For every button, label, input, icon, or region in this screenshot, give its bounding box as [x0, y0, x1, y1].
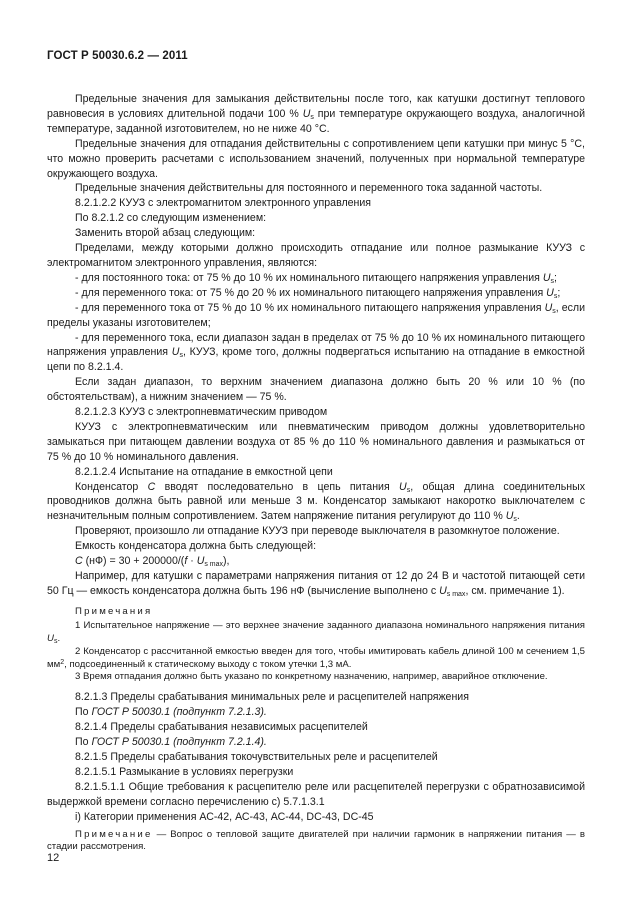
formula: С $(нФ) = 30 + 200000/(f \cdot U_{s max})$, — [75, 555, 230, 569]
section-heading: 8.2.1.5 Пределы срабатывания токочувствительных реле и расцепителей — [75, 750, 438, 763]
list-item: - для переменного тока, если диапазон задан в пределах от 75 % до 10 % их номинального питающего напряжения управления $U_s$, КУУЗ, кроме того, должны подвергаться испытанию на отпадание в емкостной цепи по 8.2.1.4. — [47, 331, 585, 374]
list-item: - для переменного тока: от 75 % до 20 % их номинального питающего напряжения управления $U_s$; — [75, 286, 561, 300]
page-number: 12 — [47, 852, 60, 864]
notes-title: Примечания — [75, 605, 153, 617]
section-heading: 8.2.1.2.4 Испытание на отпадание в емкостной цепи — [75, 465, 333, 478]
paragraph: Предельные значения действительны для постоянного и переменного тока заданной частоты. — [75, 182, 543, 195]
document-header: ГОСТ Р 50030.6.2 — 2011 — [47, 50, 188, 62]
paragraph: Пределами, между которыми должно происходить отпадание или полное размыкание КУУЗ с электромагнитом электронного управления, являются: — [47, 242, 585, 269]
final-note: Примечание — Вопрос о тепловой защите двигателей при наличии гармоник в напряжении питания — в стадии рассмотрения. — [47, 828, 585, 853]
list-item: - для переменного тока от 75 % до 10 % их номинального питающего напряжения управления $U_s$, если пределы указаны изготовителем; — [47, 301, 585, 329]
section-heading: 8.2.1.3 Пределы срабатывания минимальных реле и расцепителей напряжения — [75, 691, 469, 704]
section-heading: 8.2.1.2.3 КУУЗ с электропневматическим приводом — [75, 406, 328, 419]
reference: По ГОСТ Р 50030.1 (подпункт 7.2.1.3). — [75, 706, 267, 719]
paragraph: КУУЗ с электропневматическим или пневматическим приводом должны удовлетворительно замыкаться при питающем давлении воздуха от 85 % до 110 % номинального давления и размыкаться от 75 % до 10 % номинального давления. — [47, 420, 585, 463]
paragraph: По 8.2.1.2 со следующим изменением: — [75, 212, 267, 225]
note-item: 1 Испытательное напряжение — это верхнее значение заданного диапазона номинального напряжения питания $U_s$. — [47, 619, 585, 645]
document-body — [47, 92, 585, 854]
section-heading: 8.2.1.2.2 КУУЗ с электромагнитом электронного управления — [75, 197, 372, 210]
paragraph: Емкость конденсатора должна быть следующей: — [75, 540, 317, 553]
paragraph: 8.2.1.5.1.1 Общие требования к расцепителю реле или расцепителей перегрузки с обратнозависимой выдержкой времени согласно перечислению с) 5.7.1.3.1 — [47, 780, 585, 808]
paragraph: Заменить второй абзац следующим: — [75, 227, 256, 240]
paragraph: Если задан диапазон, то верхним значением диапазона должно быть 20 % или 10 % (по обстоятельствам), а нижним значением — 75 %. — [47, 376, 585, 404]
section-heading: 8.2.1.4 Пределы срабатывания независимых расцепителей — [75, 721, 368, 734]
paragraph: Конденсатор С вводят последовательно в цепь питания $U_s$, общая длина соединительных проводников должна быть равной или меньше 3 м. Конденсатор замыкают накоротко выключателем с незначительным полным сопротивлением. Затем напряжение питания регулируют до 110 % $U_s$. — [47, 480, 585, 524]
note-item: 2 Конденсатор с рассчитанной емкостью введен для того, чтобы имитировать кабель длиной 100 м сечением 1,5 $мм^2$, подсоединенный к статическому выходу с током утечки 1,3 мА. — [47, 645, 585, 670]
list-item: i) Категории применения АС-42, АС-43, АС-44, DC-43, DC-45 — [75, 810, 374, 823]
section-heading: 8.2.1.5.1 Размыкание в условиях перегрузки — [75, 765, 294, 778]
reference: По ГОСТ Р 50030.1 (подпункт 7.2.1.4). — [75, 736, 267, 749]
paragraph: Проверяют, произошло ли отпадание КУУЗ при переводе выключателя в разомкнутое положение. — [75, 525, 560, 538]
note-item: 3 Время отпадания должно быть указано по конкретному назначению, например, аварийное отключение. — [75, 671, 548, 683]
list-item: - для постоянного тока: от 75 % до 10 % их номинального питающего напряжения управления $U_s$; — [75, 271, 557, 285]
paragraph: Предельные значения для отпадания действительны с сопротивлением цепи катушки при минус 5 °С, что можно проверить расчетами с использованием значений, полученных при нормальной температуре окружающего воздуха. — [47, 137, 585, 180]
paragraph: Предельные значения для замыкания действительны после того, как катушки достигнут теплового равновесия в условиях длительной подачи 100 % $U_s$ при температуре окружающего воздуха, аналогичной температуре, заданной изготовителем, но не ниже 40 °С. — [47, 93, 585, 135]
paragraph: Например, для катушки с параметрами напряжения питания от 12 до 24 В и частотой питающей сети 50 Гц — емкость конденсатора должна быть 196 нФ (вычисление выполнено с $U_{s max}$, см. примечание 1). — [47, 570, 585, 598]
